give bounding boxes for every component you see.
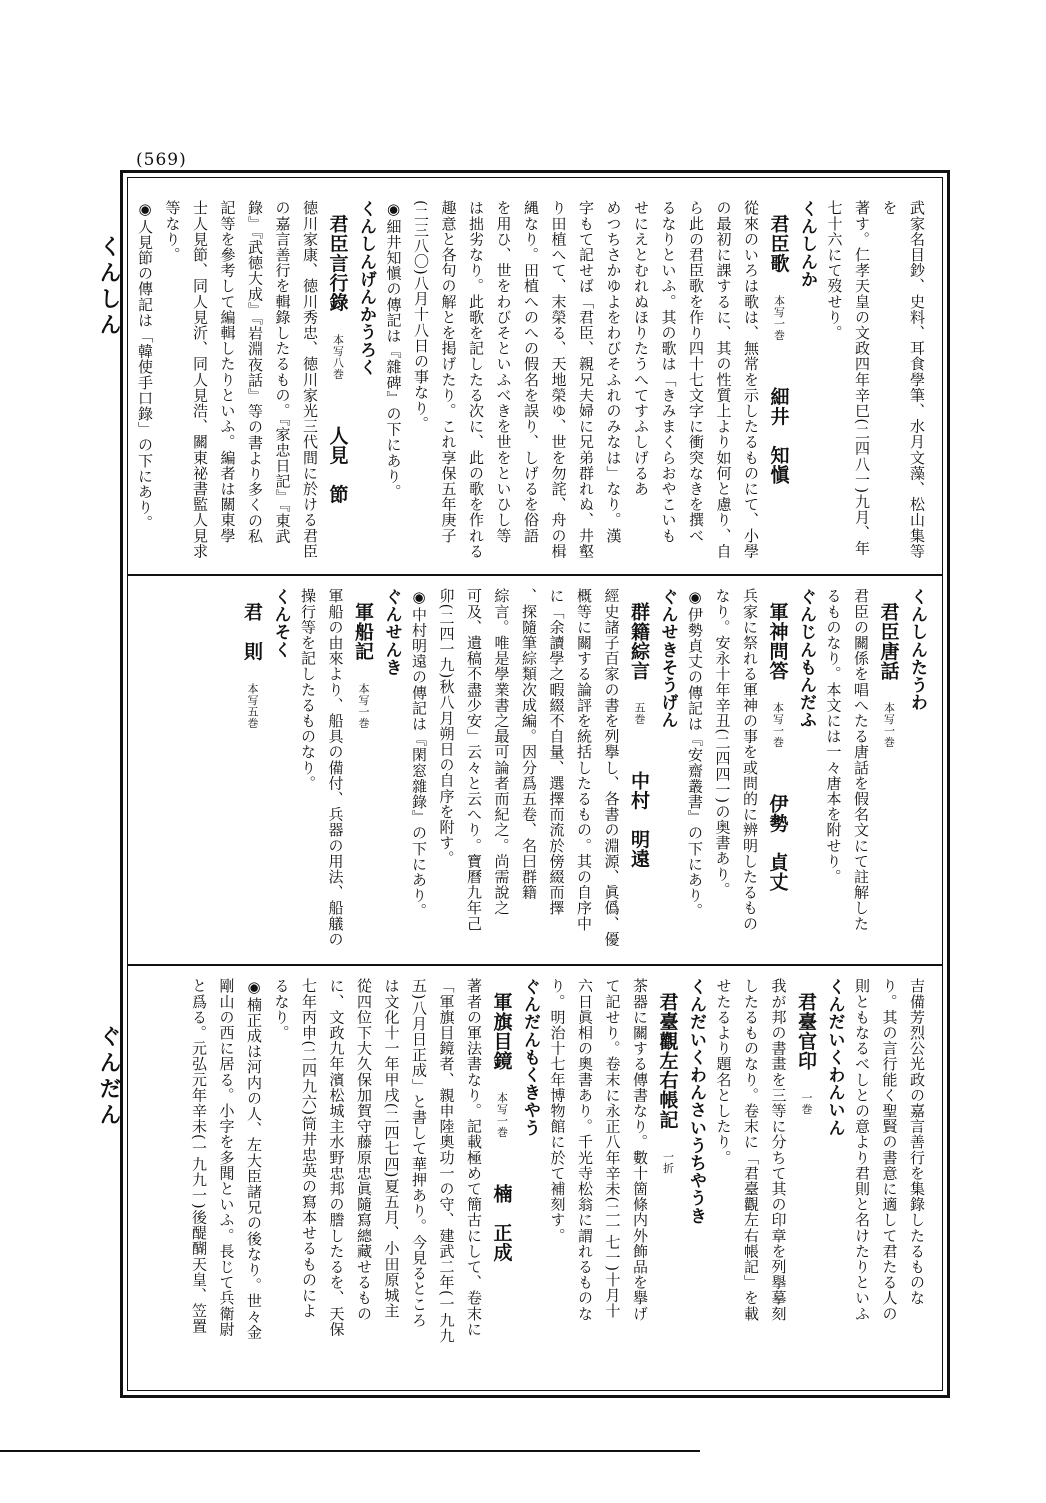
entry-title bbox=[487, 978, 516, 1378]
text-column: 徳川家康、徳川秀忠、徳川家光三代間に於ける君臣 bbox=[301, 200, 319, 559]
text-column: したるものなり。卷末に「君臺觀左右帳記」を載 bbox=[742, 978, 760, 1322]
entry-reading: ぐんだんもくきやう bbox=[520, 978, 540, 1137]
bottom-band bbox=[140, 978, 930, 1378]
text-column: に「余讀學之暇綴不自量、選擇而流於傍綴而擇 bbox=[547, 588, 566, 916]
entry-author: 人見 節 bbox=[326, 406, 349, 504]
entry-title-text: 君臣歌 bbox=[767, 214, 790, 273]
text-column: り田植へて、末榮る、天地榮ゆ、世を勿詫、舟の楫 bbox=[549, 200, 568, 559]
text-column: 「軍旗目鏡者、親申陸奧功一の守、建武二年(一九九 bbox=[437, 978, 456, 1344]
text-column: ら此の君臣歌を作り四十七文字に衝突なきを撰べ bbox=[687, 200, 705, 544]
text-column: 操行等を記したるものなり。 bbox=[299, 588, 317, 791]
text-column: と爲る。元弘元年辛未(一九九一)後醍醐天皇、笠置 bbox=[190, 978, 208, 1335]
text-column: 剛山の西に居る。小字を多聞といふ。長じて兵衛尉 bbox=[217, 978, 236, 1337]
entry-title bbox=[653, 978, 682, 1378]
text-column: は文化十一年甲戌(二四七四)夏五月、小田原城主 bbox=[382, 978, 401, 1319]
side-label-left: ぐんだん bbox=[96, 1025, 122, 1129]
entry-reading: くんしんたうわ bbox=[907, 588, 927, 712]
text-column: るなりといふ。其の歌は「きみまくらおやこいも bbox=[659, 200, 678, 544]
text-column: り。其の言行能く聖賢の書意に適して君たる人の bbox=[880, 978, 899, 1322]
text-column: 七十六にて歿せり。 bbox=[825, 200, 844, 341]
text-column: を用ひ、世をわびそといふべきを世をといひし等 bbox=[494, 200, 513, 544]
entry-volume-info: 本写一巻 bbox=[882, 690, 896, 749]
text-column: 七年丙申(二四九六)筒井忠英の寫本せるものによ bbox=[300, 978, 318, 1319]
band-divider-bottom bbox=[127, 964, 943, 966]
text-column: 錄』『武徳大成』『岩淵夜話』等の書より多くの私 bbox=[246, 200, 264, 544]
entry-volume-info: 本写一巻 bbox=[357, 670, 370, 729]
bottom-rule bbox=[0, 1450, 700, 1452]
text-column: 軍船の由來より、船具の備付、兵器の用法、船艤の bbox=[326, 588, 345, 947]
entry-reading: くんしんか bbox=[797, 200, 817, 288]
text-column: 從四位下大久保加賀守藤原忠眞隨寫總藏せるもの bbox=[355, 978, 373, 1322]
entry-title-text: 君臣言行錄 bbox=[326, 214, 349, 312]
entry-reading: くんしんげんかうろく bbox=[356, 200, 376, 376]
entry-title-text: 軍船記 bbox=[352, 602, 374, 661]
entry-title bbox=[238, 588, 267, 952]
entry-title-text: 君 則 bbox=[241, 602, 263, 661]
text-column: 縄なり。田植へのへの假名を誤り、しげるを俗語 bbox=[522, 200, 540, 544]
text-column: 卯(二四一九)秋八月朔日の自序を附す。 bbox=[437, 588, 456, 867]
entry-title-text: 軍神問答 bbox=[766, 602, 789, 681]
top-band bbox=[136, 200, 930, 560]
text-column: 字もて記せば「君臣、親兄夫婦に兄弟群れぬ、井壑 bbox=[577, 200, 595, 559]
text-column: 君臣の關係を唱へたる唐話を假名文にて註解した bbox=[852, 588, 870, 932]
text-column: 趣意と各句の解とを掲げたり。これ享保五年庚子 bbox=[439, 200, 458, 544]
text-column: ◉楠正成は河内の人、左大臣諸兄の後なり。世々金 bbox=[245, 978, 263, 1340]
page-number: (569) bbox=[136, 150, 187, 170]
text-column: ◉人見節の傳記は「韓使手口錄」の下にあり。 bbox=[136, 200, 154, 531]
text-column: なり。安永十年辛丑(二四四一)の奥書あり。 bbox=[713, 588, 732, 898]
entry-author: 細井 知愼 bbox=[767, 366, 790, 485]
text-column: り。明治十七年博物館に於て補刻す。 bbox=[548, 978, 567, 1244]
text-column: の嘉言善行を輯錄したるもの。『家忠日記』『東武 bbox=[273, 200, 292, 544]
entry-title bbox=[764, 200, 793, 560]
entry-author: 楠 正成 bbox=[490, 1164, 513, 1263]
text-column: 吉備芳烈公光政の嘉言善行を集錄したるものな bbox=[908, 978, 926, 1306]
entry-title bbox=[323, 200, 352, 560]
text-column: 、探隨筆綜類次成編。因分爲五卷、名曰群籍 bbox=[520, 588, 538, 900]
entry-volume-info: 本写一巻 bbox=[495, 1080, 509, 1139]
entry-reading: ぐんじんもんだふ bbox=[796, 588, 816, 729]
text-column: 著す。仁孝天皇の文政四年辛巳(二四八一)九月、年 bbox=[853, 200, 871, 557]
entry-volume-info: 本写一巻 bbox=[772, 282, 786, 341]
text-column: (二三八〇)八月十八日の事なり。 bbox=[412, 200, 430, 432]
text-column: 則ともなるべしとの意より君則と名けたりといふ bbox=[853, 978, 871, 1322]
entry-volume-info: 五巻 bbox=[633, 690, 646, 726]
entry-volume-info: 一巻 bbox=[800, 1080, 813, 1116]
text-column: 可及、遺稿不盡少安」云々と云へり。寶曆九年己 bbox=[465, 588, 483, 932]
entry-volume-info: 一折 bbox=[661, 1139, 675, 1175]
entry-volume-info: 本写五巻 bbox=[246, 670, 259, 729]
band-divider-top bbox=[127, 574, 943, 576]
text-column: 概等に關する論評を統括したるもの。其の自序中 bbox=[575, 588, 593, 932]
text-column: せたるより題名としたり。 bbox=[714, 978, 733, 1166]
text-column: せにえとむれぬほりたうへてすふしげるあ bbox=[632, 200, 650, 497]
entry-reading: ぐんせきそうげん bbox=[657, 588, 678, 729]
entry-volume-info: 本写八巻 bbox=[331, 322, 345, 380]
text-column: に、文政九年濱松城主水野忠邦の謄したるを、天保 bbox=[327, 978, 346, 1337]
text-column: 五)八月日正成」と書して華押あり。今見るところ bbox=[410, 978, 428, 1328]
text-column: 等なり。 bbox=[163, 200, 182, 263]
text-column: 記等を參考して編輯したりといふ。編者は關東學 bbox=[218, 200, 237, 544]
text-column: るものなり。本文には一々唐本を附せり。 bbox=[824, 588, 843, 885]
text-column: 從來のいろは歌は、無常を示したるものにて、小學 bbox=[742, 200, 760, 559]
entry-title-text: 軍旗目鏡 bbox=[490, 992, 513, 1071]
entry-reading: ぐんせんき bbox=[381, 588, 402, 676]
text-column: 著者の軍法書なり。記載極めて簡古にして、卷末に bbox=[465, 978, 483, 1337]
entry-title-text: 君臺官印 bbox=[795, 992, 817, 1071]
text-column: 士人見節、同人見沂、同人見浩、關東祕書監人見求 bbox=[191, 200, 209, 559]
entry-volume-info: 本写一巻 bbox=[771, 690, 785, 749]
entry-title bbox=[792, 978, 821, 1378]
entry-author: 中村 明遠 bbox=[628, 751, 650, 869]
text-column: ◉細井知愼の傳記は『雜碑』の下にあり。 bbox=[384, 200, 403, 500]
entry-author: 伊勢 貞丈 bbox=[766, 774, 789, 893]
text-column: 茶器に關する傳書なり。數十箇條内外飾品を擧げ bbox=[631, 978, 649, 1322]
entry-title-text: 君臣唐話 bbox=[877, 602, 900, 681]
text-column: 綜言。唯是學業書之最可論者而紀之。尚需說之 bbox=[492, 588, 511, 916]
entry-title bbox=[763, 588, 792, 952]
entry-title bbox=[625, 588, 654, 952]
text-column: 武家名目鈔、史料、耳食學筆、水月文藻、松山集等を bbox=[880, 200, 926, 559]
text-column: ◉中村明遠の傳記は『閑窓雜錄』の下にあり。 bbox=[410, 588, 428, 919]
text-column: 兵家に祭れる軍神の事を或問的に辨明したるもの bbox=[741, 588, 759, 932]
text-column: の最初に課するに、其の性質上より如何と慮り、自 bbox=[714, 200, 733, 559]
entry-reading: くんだいくわんさいうちやうき bbox=[686, 978, 706, 1225]
text-column: めつちさかゆよをわびそふれのみなは」なり。漢 bbox=[604, 200, 623, 544]
side-label-right: くんしん bbox=[96, 235, 122, 339]
text-column: るなり。 bbox=[272, 978, 291, 1041]
text-column: 經史諸子百家の書を列擧し、各書の淵源、眞僞、優 bbox=[602, 588, 621, 947]
text-column: は拙劣なり。此歌を記したる次に、此の歌を作れる bbox=[467, 200, 485, 559]
entry-reading: くんだいくわんいん bbox=[824, 978, 845, 1137]
text-column: て記せり。卷末に永正八年辛未(二一七一)十月十 bbox=[603, 978, 622, 1319]
entry-reading: くんそく bbox=[270, 588, 291, 659]
entry-title bbox=[874, 588, 903, 952]
entry-title-text: 君臺觀左右帳記 bbox=[656, 992, 679, 1130]
text-column: 六日眞相の奧書あり。千光寺松翁に謂れるものな bbox=[576, 978, 594, 1322]
entry-title bbox=[349, 588, 378, 952]
text-column: ◉伊勢貞丈の傳記は『安齋叢書』の下にあり。 bbox=[686, 588, 704, 919]
entry-title-text: 群籍綜言 bbox=[628, 602, 650, 681]
text-column: 我が邦の書畫を三等に分ちて其の印章を列擧摹刻 bbox=[769, 978, 788, 1322]
middle-band bbox=[140, 588, 930, 952]
